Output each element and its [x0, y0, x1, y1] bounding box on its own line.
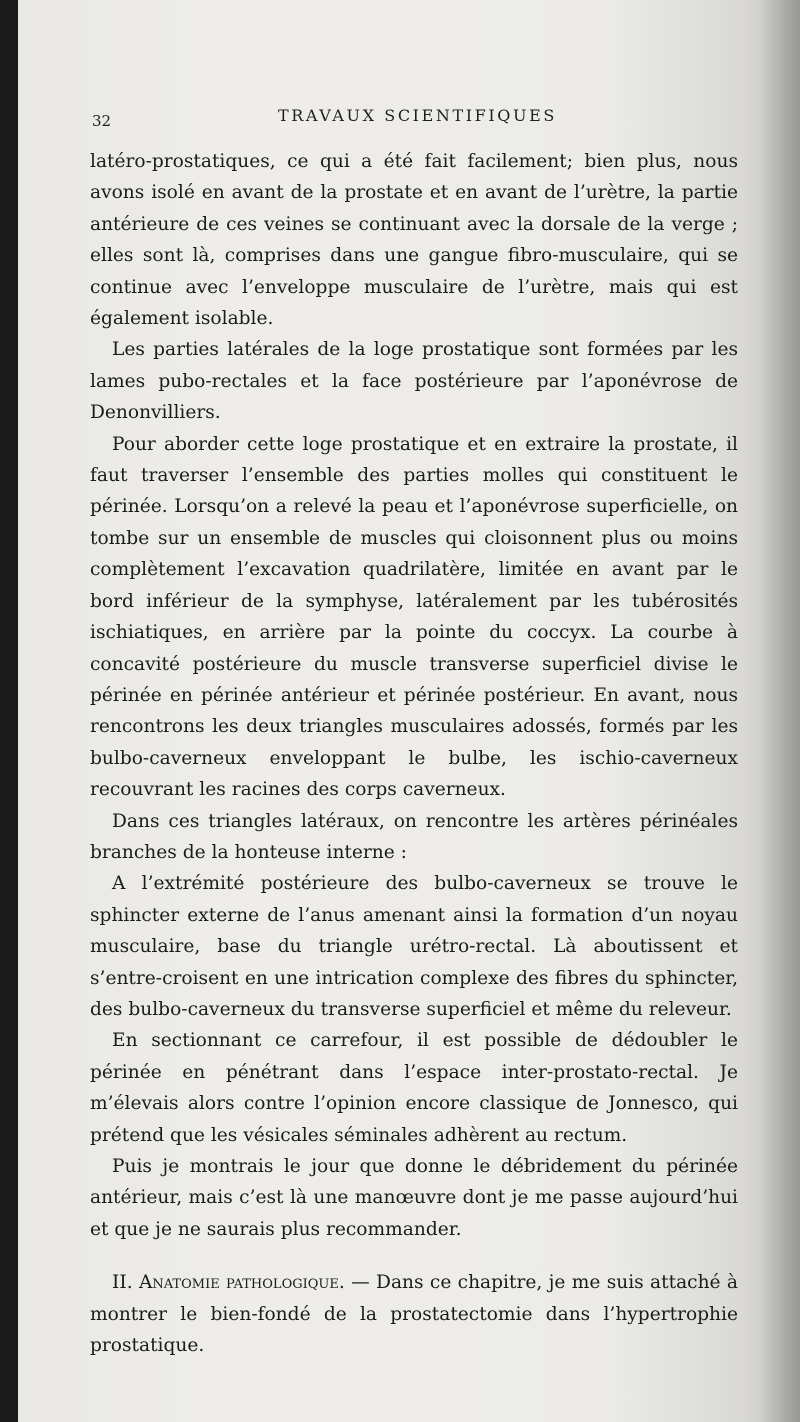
- paragraph: A l’extrémité postérieure des bulbo-caverneux se trouve le sphincter externe de l’anus amenant ainsi la formation d’un noyau musculaire, base du triangle urétro-rectal. Là aboutissent et s’entre-croisent en une intrication complexe des fibres du sphincter, des bulbo-caverneux du transverse superficiel et même du releveur.: [90, 873, 738, 1020]
- running-title: TRAVAUX SCIENTIFIQUES: [278, 106, 557, 125]
- paragraph: Pour aborder cette loge prostatique et en extraire la prostate, il faut traverser l’ensemble des parties molles qui constituent le périnée. Lorsqu’on a relevé la peau et l’aponévrose superficielle, on tombe sur un ensemble de muscles qui cloisonnent plus ou moins complètement l’excavation quadrilatère, limitée en avant par le bord inférieur de la symphyse, latéralement par les tubérosités ischiatiques, en arrière par la pointe du coccyx. La courbe à concavité postérieure du muscle transverse superficiel divise le périnée en périnée antérieur et périnée postérieur. En avant, nous rencontrons les deux triangles musculaires adossés, formés par les bulbo-caverneux enveloppant le bulbe, les ischio-caverneux recouvrant les racines des corps caverneux.: [90, 433, 738, 801]
- paragraph: Puis je montrais le jour que donne le débridement du périnée antérieur, mais c’est là une manœuvre dont je me passe aujourd’hui et que je ne saurais plus recommander.: [90, 1156, 738, 1240]
- section-text: — Dans ce chapitre, je me suis attaché à montrer le bien-fondé de la prostatectomie dans l’hypertrophie prostatique.: [90, 1272, 738, 1357]
- paragraph: Dans ces triangles latéraux, on rencontre les artères périnéales branches de la honteuse interne :: [90, 810, 738, 863]
- section-paragraph: [90, 1267, 738, 1361]
- paragraph: En sectionnant ce carrefour, il est possible de dédoubler le périnée en pénétrant dans l’espace inter-prostato-rectal. Je m’élevais alors contre l’opinion encore classique de Jonnesco, qui prétend que les vésicales séminales adhèrent au rectum.: [90, 1030, 738, 1146]
- paragraph: latéro-prostatiques, ce qui a été fait facilement; bien plus, nous avons isolé en avant de la prostate et en avant de l’urètre, la partie antérieure de ces veines se continuant avec la dorsale de la verge ; elles sont là, comprises dans une gangue fibro-musculaire, qui se continue avec l’enveloppe musculaire de l’urètre, mais qui est également isolable.: [90, 151, 738, 330]
- page-header: [92, 104, 752, 134]
- page-shadow: [760, 0, 800, 1422]
- page-body: [90, 146, 738, 1361]
- section-heading: II. Anatomie pathologique.: [112, 1272, 345, 1294]
- page-number: 32: [92, 112, 112, 130]
- paragraph: Les parties latérales de la loge prostatique sont formées par les lames pubo-rectales et la face postérieure par l’aponévrose de Denonvilliers.: [90, 339, 738, 424]
